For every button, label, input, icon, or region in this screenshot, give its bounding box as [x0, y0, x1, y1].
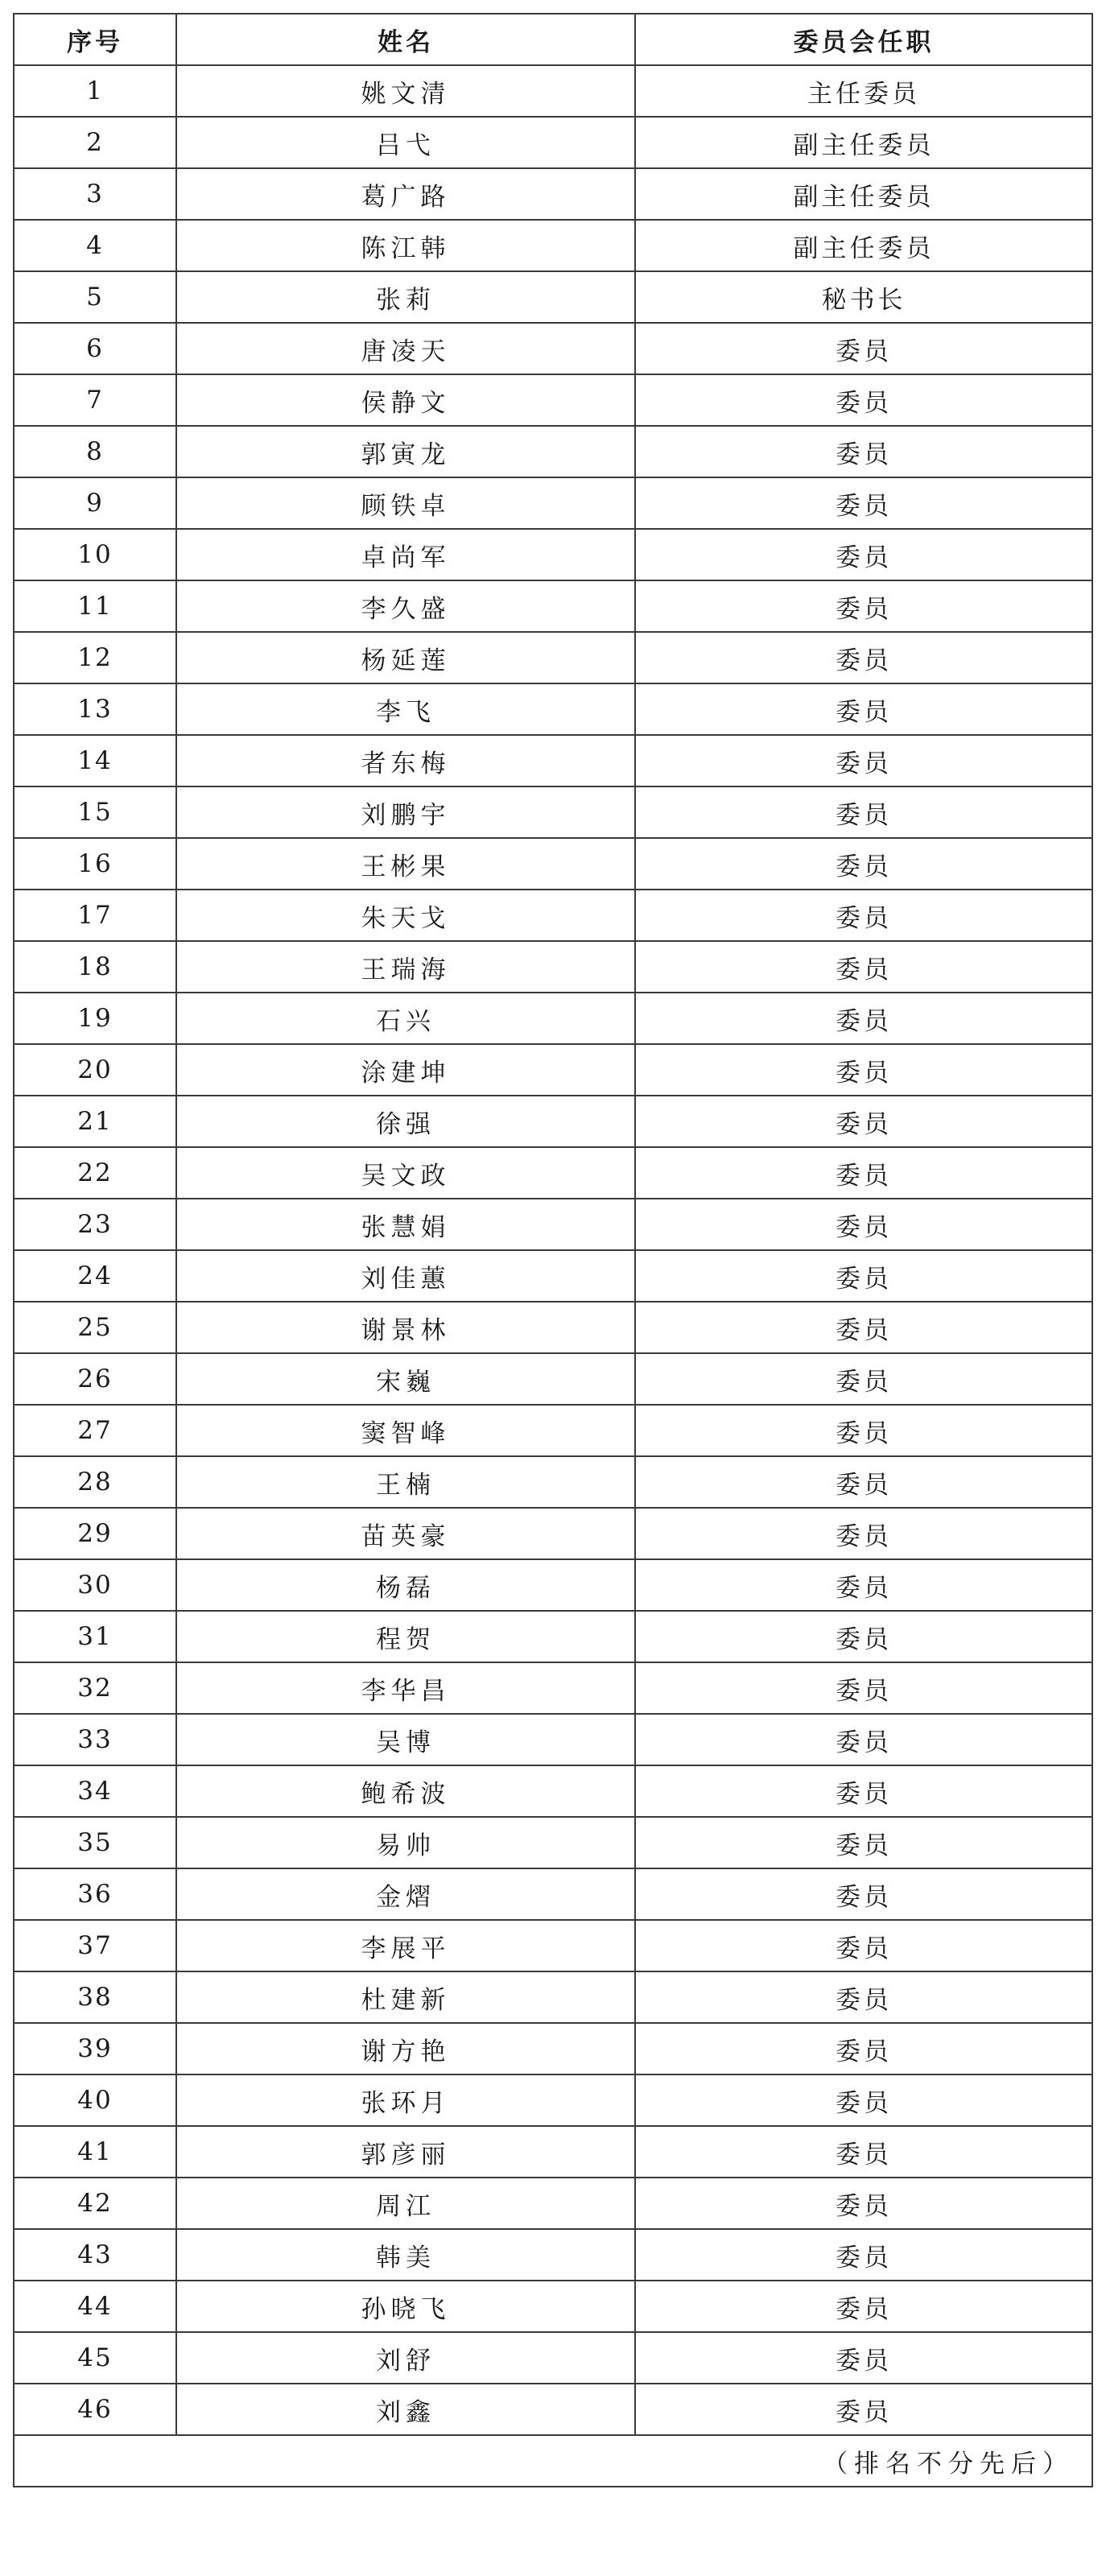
- table-row: [14, 2281, 1092, 2332]
- table-row: [14, 890, 1092, 941]
- member-name: 刘舒: [176, 2332, 635, 2384]
- header-name: 姓名: [176, 14, 635, 65]
- row-index: 42: [14, 2178, 176, 2229]
- committee-role: 委员: [635, 2229, 1092, 2281]
- table-row: [14, 374, 1092, 426]
- committee-role: 委员: [635, 993, 1092, 1044]
- footnote-row: [14, 2435, 1092, 2487]
- row-index: 21: [14, 1096, 176, 1147]
- table-row: [14, 1096, 1092, 1147]
- committee-role: 委员: [635, 2384, 1092, 2435]
- table-footer: [14, 2435, 1092, 2487]
- table-row: [14, 2332, 1092, 2384]
- row-index: 35: [14, 1817, 176, 1868]
- committee-role: 委员: [635, 580, 1092, 632]
- table-row: [14, 1353, 1092, 1405]
- table-row: [14, 1662, 1092, 1714]
- committee-role: 委员: [635, 1714, 1092, 1765]
- member-name: 侯静文: [176, 374, 635, 426]
- row-index: 43: [14, 2229, 176, 2281]
- committee-role: 委员: [635, 1765, 1092, 1817]
- committee-role: 秘书长: [635, 271, 1092, 323]
- table-row: [14, 2384, 1092, 2435]
- row-index: 33: [14, 1714, 176, 1765]
- member-name: 易帅: [176, 1817, 635, 1868]
- row-index: 13: [14, 683, 176, 735]
- row-index: 25: [14, 1302, 176, 1353]
- committee-role: 委员: [635, 2332, 1092, 2384]
- row-index: 3: [14, 168, 176, 220]
- row-index: 32: [14, 1662, 176, 1714]
- member-name: 刘鹏宇: [176, 786, 635, 838]
- committee-role: 委员: [635, 2023, 1092, 2074]
- table-row: [14, 786, 1092, 838]
- member-name: 张慧娟: [176, 1199, 635, 1250]
- committee-role: 副主任委员: [635, 220, 1092, 271]
- member-name: 苗英豪: [176, 1508, 635, 1559]
- member-name: 吴博: [176, 1714, 635, 1765]
- row-index: 11: [14, 580, 176, 632]
- member-name: 郭寅龙: [176, 426, 635, 477]
- member-name: 刘鑫: [176, 2384, 635, 2435]
- table-row: [14, 117, 1092, 168]
- table-row: [14, 1456, 1092, 1508]
- member-name: 谢方艳: [176, 2023, 635, 2074]
- table-row: [14, 1250, 1092, 1302]
- table-row: [14, 1147, 1092, 1199]
- member-name: 杨磊: [176, 1559, 635, 1611]
- table-row: [14, 426, 1092, 477]
- row-index: 1: [14, 65, 176, 117]
- committee-role: 委员: [635, 1817, 1092, 1868]
- row-index: 4: [14, 220, 176, 271]
- table-row: [14, 1920, 1092, 1971]
- row-index: 20: [14, 1044, 176, 1096]
- member-name: 朱天戈: [176, 890, 635, 941]
- committee-role: 委员: [635, 941, 1092, 993]
- table-row: [14, 1044, 1092, 1096]
- committee-role: 委员: [635, 426, 1092, 477]
- row-index: 27: [14, 1405, 176, 1456]
- row-index: 10: [14, 529, 176, 580]
- table-row: [14, 323, 1092, 374]
- row-index: 45: [14, 2332, 176, 2384]
- header-index: 序号: [14, 14, 176, 65]
- member-name: 唐凌天: [176, 323, 635, 374]
- committee-role: 委员: [635, 890, 1092, 941]
- committee-role: 副主任委员: [635, 168, 1092, 220]
- table-row: [14, 1611, 1092, 1662]
- committee-role: 委员: [635, 683, 1092, 735]
- committee-role: 委员: [635, 1456, 1092, 1508]
- table-body: [14, 65, 1092, 2435]
- row-index: 7: [14, 374, 176, 426]
- member-name: 宋巍: [176, 1353, 635, 1405]
- row-index: 15: [14, 786, 176, 838]
- committee-role: 委员: [635, 786, 1092, 838]
- committee-role: 委员: [635, 529, 1092, 580]
- table-row: [14, 2074, 1092, 2126]
- member-name: 李久盛: [176, 580, 635, 632]
- member-name: 金熠: [176, 1868, 635, 1920]
- table-row: [14, 271, 1092, 323]
- table-row: [14, 65, 1092, 117]
- committee-role: 委员: [635, 1199, 1092, 1250]
- row-index: 24: [14, 1250, 176, 1302]
- committee-roster-table: [13, 13, 1093, 2487]
- table-row: [14, 1559, 1092, 1611]
- member-name: 张环月: [176, 2074, 635, 2126]
- row-index: 29: [14, 1508, 176, 1559]
- row-index: 6: [14, 323, 176, 374]
- row-index: 37: [14, 1920, 176, 1971]
- table-row: [14, 2023, 1092, 2074]
- member-name: 者东梅: [176, 735, 635, 786]
- member-name: 吕弋: [176, 117, 635, 168]
- member-name: 杜建新: [176, 1971, 635, 2023]
- member-name: 郭彦丽: [176, 2126, 635, 2178]
- row-index: 38: [14, 1971, 176, 2023]
- committee-role: 委员: [635, 323, 1092, 374]
- table-row: [14, 1199, 1092, 1250]
- row-index: 19: [14, 993, 176, 1044]
- row-index: 40: [14, 2074, 176, 2126]
- member-name: 石兴: [176, 993, 635, 1044]
- member-name: 周江: [176, 2178, 635, 2229]
- table-row: [14, 1817, 1092, 1868]
- member-name: 程贺: [176, 1611, 635, 1662]
- committee-role: 委员: [635, 735, 1092, 786]
- member-name: 李展平: [176, 1920, 635, 1971]
- table-row: [14, 941, 1092, 993]
- row-index: 41: [14, 2126, 176, 2178]
- table-row: [14, 838, 1092, 890]
- member-name: 张莉: [176, 271, 635, 323]
- row-index: 8: [14, 426, 176, 477]
- committee-role: 委员: [635, 632, 1092, 683]
- member-name: 顾铁卓: [176, 477, 635, 529]
- committee-role: 委员: [635, 374, 1092, 426]
- header-row: [14, 14, 1092, 65]
- member-name: 王彬果: [176, 838, 635, 890]
- footnote-blank-cell: [14, 2435, 176, 2487]
- committee-role: 委员: [635, 477, 1092, 529]
- member-name: 谢景林: [176, 1302, 635, 1353]
- committee-role: 委员: [635, 1971, 1092, 2023]
- table-row: [14, 529, 1092, 580]
- member-name: 徐强: [176, 1096, 635, 1147]
- table-row: [14, 1868, 1092, 1920]
- row-index: 26: [14, 1353, 176, 1405]
- member-name: 李飞: [176, 683, 635, 735]
- committee-role: 委员: [635, 838, 1092, 890]
- row-index: 39: [14, 2023, 176, 2074]
- member-name: 孙晓飞: [176, 2281, 635, 2332]
- member-name: 葛广路: [176, 168, 635, 220]
- committee-role: 副主任委员: [635, 117, 1092, 168]
- member-name: 韩美: [176, 2229, 635, 2281]
- committee-role: 委员: [635, 2178, 1092, 2229]
- row-index: 5: [14, 271, 176, 323]
- row-index: 16: [14, 838, 176, 890]
- header-role: 委员会任职: [635, 14, 1092, 65]
- table-row: [14, 1508, 1092, 1559]
- row-index: 44: [14, 2281, 176, 2332]
- row-index: 23: [14, 1199, 176, 1250]
- table-row: [14, 1405, 1092, 1456]
- member-name: 王楠: [176, 1456, 635, 1508]
- committee-role: 委员: [635, 1508, 1092, 1559]
- row-index: 34: [14, 1765, 176, 1817]
- row-index: 31: [14, 1611, 176, 1662]
- committee-role: 委员: [635, 2074, 1092, 2126]
- committee-role: 委员: [635, 1353, 1092, 1405]
- committee-role: 委员: [635, 1920, 1092, 1971]
- member-name: 鲍希波: [176, 1765, 635, 1817]
- table-row: [14, 1302, 1092, 1353]
- row-index: 14: [14, 735, 176, 786]
- member-name: 陈江韩: [176, 220, 635, 271]
- member-name: 刘佳蕙: [176, 1250, 635, 1302]
- member-name: 杨延莲: [176, 632, 635, 683]
- table-header: [14, 14, 1092, 65]
- member-name: 李华昌: [176, 1662, 635, 1714]
- table-row: [14, 580, 1092, 632]
- member-name: 卓尚军: [176, 529, 635, 580]
- committee-role: 委员: [635, 1250, 1092, 1302]
- row-index: 46: [14, 2384, 176, 2435]
- table-row: [14, 220, 1092, 271]
- table-row: [14, 168, 1092, 220]
- row-index: 18: [14, 941, 176, 993]
- row-index: 9: [14, 477, 176, 529]
- table-row: [14, 1765, 1092, 1817]
- row-index: 2: [14, 117, 176, 168]
- row-index: 30: [14, 1559, 176, 1611]
- table-row: [14, 993, 1092, 1044]
- row-index: 28: [14, 1456, 176, 1508]
- committee-role: 委员: [635, 1044, 1092, 1096]
- committee-role: 委员: [635, 1662, 1092, 1714]
- member-name: 姚文清: [176, 65, 635, 117]
- table-row: [14, 2178, 1092, 2229]
- member-name: 涂建坤: [176, 1044, 635, 1096]
- committee-role: 委员: [635, 1868, 1092, 1920]
- committee-role: 主任委员: [635, 65, 1092, 117]
- committee-role: 委员: [635, 1559, 1092, 1611]
- committee-role: 委员: [635, 1302, 1092, 1353]
- table-row: [14, 683, 1092, 735]
- committee-role: 委员: [635, 1096, 1092, 1147]
- table-row: [14, 2229, 1092, 2281]
- committee-role: 委员: [635, 1405, 1092, 1456]
- row-index: 17: [14, 890, 176, 941]
- committee-role: 委员: [635, 1611, 1092, 1662]
- footnote-text: （排名不分先后）: [176, 2435, 1092, 2487]
- committee-role: 委员: [635, 2126, 1092, 2178]
- table-row: [14, 2126, 1092, 2178]
- member-name: 吴文政: [176, 1147, 635, 1199]
- table-row: [14, 1971, 1092, 2023]
- member-name: 王瑞海: [176, 941, 635, 993]
- table-row: [14, 735, 1092, 786]
- table-row: [14, 477, 1092, 529]
- table-row: [14, 632, 1092, 683]
- row-index: 36: [14, 1868, 176, 1920]
- member-name: 窦智峰: [176, 1405, 635, 1456]
- committee-role: 委员: [635, 2281, 1092, 2332]
- table-row: [14, 1714, 1092, 1765]
- row-index: 12: [14, 632, 176, 683]
- committee-role: 委员: [635, 1147, 1092, 1199]
- row-index: 22: [14, 1147, 176, 1199]
